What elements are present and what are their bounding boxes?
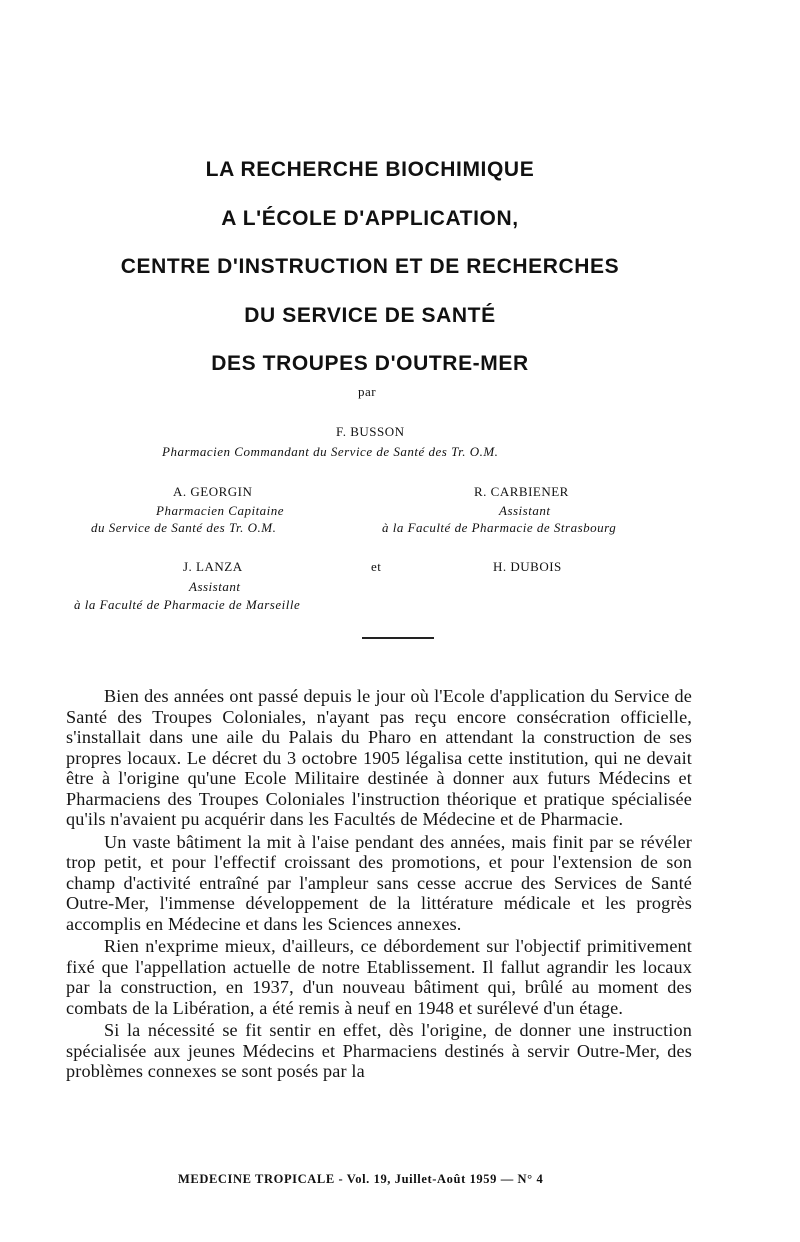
title-line-3: CENTRE D'INSTRUCTION ET DE RECHERCHES xyxy=(120,255,620,278)
author-lanza-title-2: à la Faculté de Pharmacie de Marseille xyxy=(74,597,301,612)
article-title xyxy=(0,146,740,389)
body-paragraph-2: Un vaste bâtiment la mit à l'aise pendant des années, mais finit par se révéler trop petit, et pour l'effectif croissant des promotions, et pour l'extension de son champ d'activité entraîné par l'ampleur sans cesse accrue des Services de Santé Outre-Mer, l'immense développement de la littérature médicale et les progrès accomplis en Médecine et dans les Sciences annexes. xyxy=(66,831,692,934)
author-georgin-title-1: Pharmacien Capitaine xyxy=(156,503,285,518)
body-paragraph-3: Rien n'exprime mieux, d'ailleurs, ce débordement sur l'objectif primitivement fixé que l'appellation actuelle de notre Etablissement. Il fallut agrandir les locaux par la construction, en 1937, d'un nouveau bâtiment qui, brûlé au moment des combats de la Libération, a été remis à neuf en 1948 et surélevé d'un étage. xyxy=(66,936,692,1018)
byline-par: par xyxy=(358,384,377,399)
author-dubois-name: H. DUBOIS xyxy=(493,559,562,574)
author-georgin-name: A. GEORGIN xyxy=(173,484,253,499)
journal-footer: MEDECINE TROPICALE - Vol. 19, Juillet-Août 1959 — N° 4 xyxy=(178,1172,544,1186)
section-divider xyxy=(362,637,434,639)
author-carbiener-name: R. CARBIENER xyxy=(474,484,569,499)
title-line-5: DES TROUPES D'OUTRE-MER xyxy=(211,352,529,375)
title-line-1: LA RECHERCHE BIOCHIMIQUE xyxy=(205,158,535,181)
author-busson-name: F. BUSSON xyxy=(336,424,405,439)
author-georgin-title-2: du Service de Santé des Tr. O.M. xyxy=(91,520,277,535)
title-line-2: A L'ÉCOLE D'APPLICATION, xyxy=(221,206,519,230)
author-busson-title: Pharmacien Commandant du Service de Santé des Tr. O.M. xyxy=(162,444,499,459)
article-body xyxy=(66,686,692,1084)
author-carbiener-title-1: Assistant xyxy=(499,503,551,518)
author-lanza-title-1: Assistant xyxy=(189,579,241,594)
byline-et: et xyxy=(371,559,382,574)
title-line-4: DU SERVICE DE SANTÉ xyxy=(244,303,496,327)
body-paragraph-1: Bien des années ont passé depuis le jour où l'Ecole d'application du Service de Santé des Troupes Coloniales, n'ayant pas reçu encore consécration officielle, s'installait dans une aile du Palais du Pharo en attendant la construction de ses propres locaux. Le décret du 3 octobre 1905 légalisa cette institution, qui ne devait être à l'origine qu'une Ecole Militaire destinée à donner aux futurs Médecins et Pharmaciens des Troupes Coloniales l'instruction théorique et pratique spécialisée qu'ils n'avaient pu acquérir dans les Facultés de Médecine et de Pharmacie. xyxy=(66,686,692,829)
author-carbiener-title-2: à la Faculté de Pharmacie de Strasbourg xyxy=(382,520,617,535)
body-paragraph-4: Si la nécessité se fit sentir en effet, dès l'origine, de donner une instruction spécialisée aux jeunes Médecins et Pharmaciens destinés à servir Outre-Mer, des problèmes connexes se sont posés par la xyxy=(66,1020,692,1081)
author-lanza-name: J. LANZA xyxy=(183,559,243,574)
